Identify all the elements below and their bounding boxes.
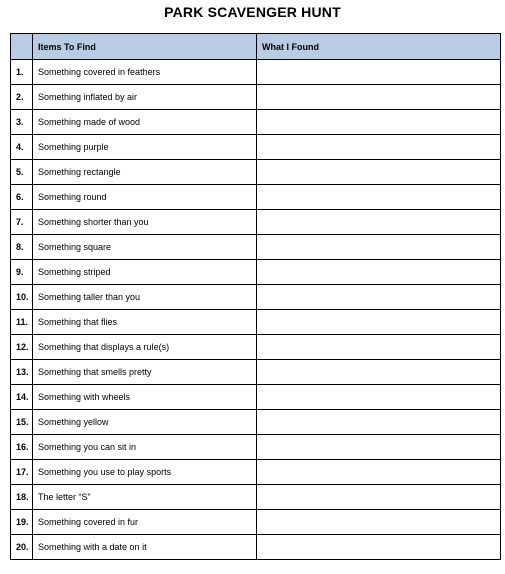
- table-row: [11, 535, 501, 560]
- row-number: 9.: [11, 260, 33, 285]
- row-number: 18.: [11, 485, 33, 510]
- row-number: 5.: [11, 160, 33, 185]
- what-i-found-cell[interactable]: [257, 410, 501, 435]
- table-row: [11, 485, 501, 510]
- item-to-find: Something that smells pretty: [33, 360, 257, 385]
- what-i-found-cell[interactable]: [257, 235, 501, 260]
- what-i-found-cell[interactable]: [257, 485, 501, 510]
- table-row: [11, 260, 501, 285]
- item-to-find: Something made of wood: [33, 110, 257, 135]
- table-row: [11, 285, 501, 310]
- what-i-found-cell[interactable]: [257, 185, 501, 210]
- table-row: [11, 310, 501, 335]
- what-i-found-cell[interactable]: [257, 260, 501, 285]
- what-i-found-cell[interactable]: [257, 510, 501, 535]
- table-row: [11, 410, 501, 435]
- row-number: 6.: [11, 185, 33, 210]
- scavenger-hunt-table: [10, 33, 501, 560]
- table-row: [11, 435, 501, 460]
- table-row: [11, 510, 501, 535]
- item-to-find: Something round: [33, 185, 257, 210]
- table-row: [11, 110, 501, 135]
- what-i-found-cell[interactable]: [257, 210, 501, 235]
- what-i-found-cell[interactable]: [257, 160, 501, 185]
- item-to-find: Something with a date on it: [33, 535, 257, 560]
- row-number: 1.: [11, 60, 33, 85]
- what-i-found-cell[interactable]: [257, 385, 501, 410]
- header-items-to-find: Items To Find: [33, 34, 257, 60]
- item-to-find: Something square: [33, 235, 257, 260]
- row-number: 3.: [11, 110, 33, 135]
- what-i-found-cell[interactable]: [257, 435, 501, 460]
- what-i-found-cell[interactable]: [257, 335, 501, 360]
- table-row: [11, 160, 501, 185]
- row-number: 16.: [11, 435, 33, 460]
- item-to-find: Something rectangle: [33, 160, 257, 185]
- item-to-find: Something you can sit in: [33, 435, 257, 460]
- item-to-find: Something inflated by air: [33, 85, 257, 110]
- row-number: 17.: [11, 460, 33, 485]
- row-number: 12.: [11, 335, 33, 360]
- item-to-find: Something covered in fur: [33, 510, 257, 535]
- item-to-find: Something you use to play sports: [33, 460, 257, 485]
- row-number: 14.: [11, 385, 33, 410]
- table-row: [11, 85, 501, 110]
- row-number: 8.: [11, 235, 33, 260]
- what-i-found-cell[interactable]: [257, 360, 501, 385]
- row-number: 20.: [11, 535, 33, 560]
- row-number: 19.: [11, 510, 33, 535]
- what-i-found-cell[interactable]: [257, 85, 501, 110]
- table-row: [11, 335, 501, 360]
- what-i-found-cell[interactable]: [257, 135, 501, 160]
- row-number: 15.: [11, 410, 33, 435]
- what-i-found-cell[interactable]: [257, 460, 501, 485]
- what-i-found-cell[interactable]: [257, 535, 501, 560]
- item-to-find: Something striped: [33, 260, 257, 285]
- table-row: [11, 185, 501, 210]
- item-to-find: Something yellow: [33, 410, 257, 435]
- table-row: [11, 385, 501, 410]
- what-i-found-cell[interactable]: [257, 285, 501, 310]
- header-what-i-found: What I Found: [257, 34, 501, 60]
- row-number: 4.: [11, 135, 33, 160]
- table-row: [11, 235, 501, 260]
- table-header-row: [11, 34, 501, 60]
- what-i-found-cell[interactable]: [257, 110, 501, 135]
- row-number: 7.: [11, 210, 33, 235]
- item-to-find: Something that displays a rule(s): [33, 335, 257, 360]
- item-to-find: Something covered in feathers: [33, 60, 257, 85]
- item-to-find: Something that flies: [33, 310, 257, 335]
- table-row: [11, 360, 501, 385]
- row-number: 13.: [11, 360, 33, 385]
- table-row: [11, 135, 501, 160]
- item-to-find: Something shorter than you: [33, 210, 257, 235]
- header-number-cell: [11, 34, 33, 60]
- item-to-find: The letter “S”: [33, 485, 257, 510]
- row-number: 10.: [11, 285, 33, 310]
- item-to-find: Something taller than you: [33, 285, 257, 310]
- table-row: [11, 210, 501, 235]
- row-number: 2.: [11, 85, 33, 110]
- table-row: [11, 460, 501, 485]
- what-i-found-cell[interactable]: [257, 310, 501, 335]
- item-to-find: Something with wheels: [33, 385, 257, 410]
- page-title: PARK SCAVENGER HUNT: [164, 4, 341, 20]
- what-i-found-cell[interactable]: [257, 60, 501, 85]
- table-row: [11, 60, 501, 85]
- item-to-find: Something purple: [33, 135, 257, 160]
- row-number: 11.: [11, 310, 33, 335]
